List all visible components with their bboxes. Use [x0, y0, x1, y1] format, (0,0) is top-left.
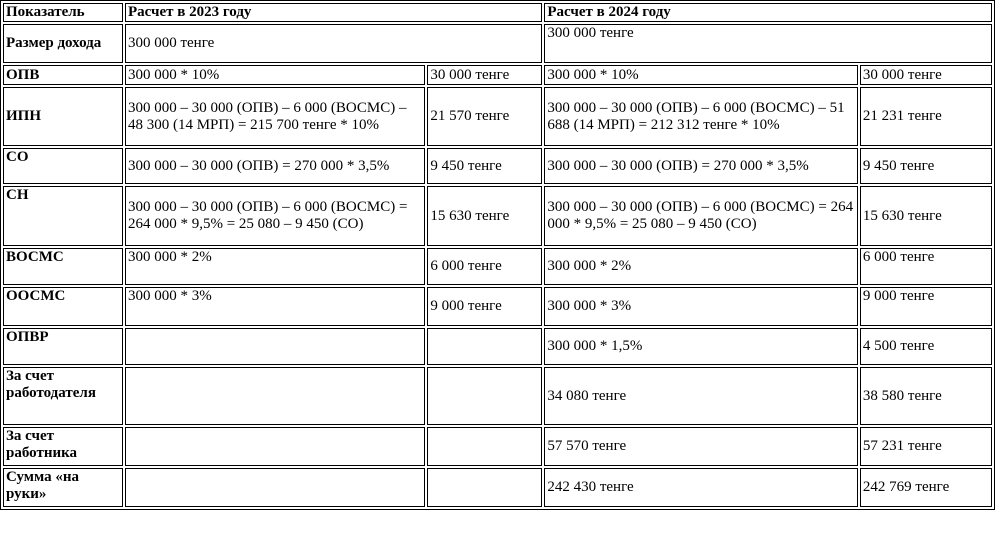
cell-2023-calc: 300 000 * 2% — [125, 248, 425, 285]
cell-2024-value: 57 231 тенге — [860, 427, 992, 466]
row-label: ОПВ — [3, 65, 123, 85]
cell-2024-value: 38 580 тенге — [860, 367, 992, 425]
row-label: За счет работодателя — [3, 367, 123, 425]
cell-2024-value: 9 450 тенге — [860, 148, 992, 184]
cell-2023-value: 9 450 тенге — [427, 148, 542, 184]
cell-2023-value: 21 570 тенге — [427, 87, 542, 146]
header-indicator: Показатель — [3, 3, 123, 22]
cell-2023-calc: 300 000 * 3% — [125, 287, 425, 326]
cell-2023-calc: 300 000 * 10% — [125, 65, 425, 85]
cell-2023-value — [427, 427, 542, 466]
table-row — [3, 148, 992, 184]
table-row — [3, 367, 992, 425]
cell-2024-calc: 300 000 – 30 000 (ОПВ) = 270 000 * 3,5% — [544, 148, 858, 184]
table-row — [3, 248, 992, 285]
cell-2023-value — [427, 367, 542, 425]
cell-2023-value: 15 630 тенге — [427, 186, 542, 246]
cell-2024-calc: 57 570 тенге — [544, 427, 858, 466]
cell-2024-calc: 300 000 тенге — [544, 24, 992, 63]
table-row — [3, 87, 992, 146]
cell-2024-value: 30 000 тенге — [860, 65, 992, 85]
table-row — [3, 186, 992, 246]
cell-2024-calc: 242 430 тенге — [544, 468, 858, 507]
cell-2024-calc: 300 000 * 1,5% — [544, 328, 858, 365]
cell-2024-calc: 300 000 – 30 000 (ОПВ) – 6 000 (ВОСМС) – 51 688 (14 МРП) = 212 312 тенге * 10% — [544, 87, 858, 146]
header-2024: Расчет в 2024 году — [544, 3, 992, 22]
cell-2023-calc — [125, 468, 425, 507]
table-row — [3, 24, 992, 63]
cell-2024-calc: 300 000 * 3% — [544, 287, 858, 326]
cell-2024-value: 6 000 тенге — [860, 248, 992, 285]
cell-2023-value — [427, 468, 542, 507]
row-label: ООСМС — [3, 287, 123, 326]
table-row — [3, 328, 992, 365]
row-label: Сумма «на руки» — [3, 468, 123, 507]
cell-2023-calc: 300 000 – 30 000 (ОПВ) – 6 000 (ВОСМС) – 48 300 (14 МРП) = 215 700 тенге * 10% — [125, 87, 425, 146]
cell-2023-value: 9 000 тенге — [427, 287, 542, 326]
cell-2023-calc — [125, 427, 425, 466]
cell-2023-value — [427, 328, 542, 365]
cell-2024-calc: 34 080 тенге — [544, 367, 858, 425]
cell-2023-calc — [125, 328, 425, 365]
header-row — [3, 3, 992, 22]
cell-2024-value: 242 769 тенге — [860, 468, 992, 507]
cell-2024-calc: 300 000 * 10% — [544, 65, 858, 85]
cell-2023-value: 30 000 тенге — [427, 65, 542, 85]
row-label: ИПН — [3, 87, 123, 146]
cell-2023-calc: 300 000 – 30 000 (ОПВ) = 270 000 * 3,5% — [125, 148, 425, 184]
table-row — [3, 468, 992, 507]
cell-2023-value: 6 000 тенге — [427, 248, 542, 285]
cell-2024-value: 9 000 тенге — [860, 287, 992, 326]
row-label: СО — [3, 148, 123, 184]
table-row — [3, 427, 992, 466]
cell-2023-calc — [125, 367, 425, 425]
row-label: ВОСМС — [3, 248, 123, 285]
row-label: Размер дохода — [3, 24, 123, 63]
row-label: СН — [3, 186, 123, 246]
cell-2024-value: 4 500 тенге — [860, 328, 992, 365]
row-label: ОПВР — [3, 328, 123, 365]
table-row — [3, 287, 992, 326]
table-row — [3, 65, 992, 85]
row-label: За счет работника — [3, 427, 123, 466]
cell-2024-calc: 300 000 – 30 000 (ОПВ) – 6 000 (ВОСМС) = 264 000 * 9,5% = 25 080 – 9 450 (СО) — [544, 186, 858, 246]
cell-2024-calc: 300 000 * 2% — [544, 248, 858, 285]
cell-2023-calc: 300 000 – 30 000 (ОПВ) – 6 000 (ВОСМС) = 264 000 * 9,5% = 25 080 – 9 450 (СО) — [125, 186, 425, 246]
header-2023: Расчет в 2023 году — [125, 3, 542, 22]
cell-2023-calc: 300 000 тенге — [125, 24, 542, 63]
cell-2024-value: 21 231 тенге — [860, 87, 992, 146]
cell-2024-value: 15 630 тенге — [860, 186, 992, 246]
